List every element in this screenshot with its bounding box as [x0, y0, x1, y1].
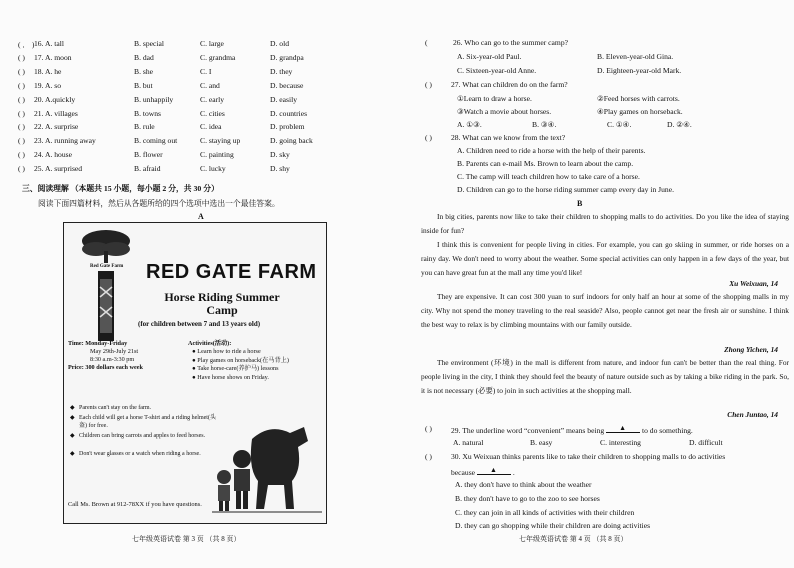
mc-option: 23. A. running away: [34, 136, 96, 146]
q27-paren: ( ): [425, 80, 432, 89]
section-instruction: 阅读下面四篇材料，然后从各题所给的四个选项中选出一个最佳答案。: [38, 199, 280, 208]
mc-option: 20. A.quickly: [34, 94, 76, 104]
q28-option-b: B. Parents can e-mail Ms. Brown to learn about the camp.: [457, 159, 634, 168]
activity-item: ● Take horse-care(养护马) lessons: [192, 365, 279, 372]
q26-stem: 26. Who can go to the summer camp?: [453, 38, 568, 47]
passage-b-para4: The environment (环境) in the mall is different from nature, and indoor fun can't be better than the real thing. For people living in the city, I think they should feel the beauty of nature outside such as by taking a bike riding in the park. So, it is not necessary (必要) to join in such activities at the shopping mall.: [421, 358, 789, 395]
poster-hours: 8:30 a.m-3:30 pm: [90, 356, 135, 363]
answer-paren: ( ): [18, 66, 25, 76]
mc-option: D. because: [270, 80, 304, 90]
signature-zhong: Zhong Yichen, 14: [724, 345, 778, 354]
mc-option: B. unhappily: [134, 94, 174, 104]
page-footer-left: 七年级英语试卷 第 3 页 （共 8 页）: [132, 535, 241, 543]
q28-stem: 28. What can we know from the text?: [451, 133, 566, 142]
mc-option: D. easily: [270, 94, 297, 104]
passage-b-para1: In big cities, parents now like to take their children to shopping malls to do activities. Do you like the idea of staying inside for fun?: [421, 212, 789, 235]
mc-option: B. afraid: [134, 164, 161, 174]
mc-option: D. shy: [270, 164, 290, 174]
right-page: [397, 0, 794, 568]
q29-option-d: D. difficult: [689, 438, 723, 447]
mc-option: B. flower: [134, 150, 163, 160]
tree-logo-icon: [78, 227, 134, 347]
q30-option-d: D. they can go shopping while their children are doing activities: [455, 521, 651, 530]
mc-option: D. going back: [270, 136, 313, 146]
poster-subtitle: Horse Riding Summer Camp: [164, 290, 280, 317]
diamond-bullet-icon: ◆: [70, 415, 75, 421]
rule-item: ◆ Children can bring carrots and apples to feed horses.: [70, 433, 206, 439]
q29-stem: 29. The underline word “convenient” means being ▲ to do something.: [451, 424, 693, 435]
mc-option: D. old: [270, 39, 289, 48]
mc-option: D. problem: [270, 122, 305, 132]
answer-paren: ( ): [18, 80, 25, 90]
summer-camp-poster: [63, 222, 327, 524]
rule-item: ◆ Parents can't stay on the farm.: [70, 405, 152, 411]
answer-paren: ( ): [18, 108, 25, 118]
mc-option: 16. A. tall: [34, 39, 64, 48]
mc-option: 17. A. moon: [34, 52, 72, 62]
q26-option-a: A. Six-year-old Paul.: [457, 52, 522, 61]
answer-paren: ( ): [18, 150, 25, 160]
answer-paren: ( ): [18, 122, 25, 132]
rule-item: ◆ Each child will get a horse T-shirt and a riding helmet(头盔) for free.: [70, 415, 216, 429]
q26-paren: (: [425, 38, 428, 47]
mc-option: B. dad: [134, 52, 154, 62]
q28-option-c: C. The camp will teach children how to take care of a horse.: [457, 172, 640, 181]
q28-paren: ( ): [425, 133, 432, 142]
q30-stem-line2: because ▲ .: [451, 466, 515, 477]
q27-option-b: B. ③④.: [532, 120, 557, 129]
q26-option-b: B. Eleven-year-old Gina.: [597, 52, 674, 61]
poster-age-note: (for children between 7 and 13 years old): [138, 320, 261, 328]
answer-paren: ( ): [18, 94, 25, 104]
q27-item-3: ③Watch a movie about horses.: [457, 107, 552, 116]
q29-option-a: A. natural: [453, 438, 484, 447]
poster-title: RED GATE FARM: [146, 261, 317, 283]
mc-option: 19. A. so: [34, 80, 62, 90]
signature-xu: Xu Weixuan, 14: [729, 279, 778, 288]
mc-option: B. she: [134, 66, 153, 76]
passage-letter-a: A: [198, 212, 204, 221]
poster-contact: Call Ms. Brown at 912-78XX if you have questions.: [68, 501, 202, 508]
q28-option-a: A. Children need to ride a horse with the help of their parents.: [457, 146, 646, 155]
q30-stem: 30. Xu Weixuan thinks parents like to take their children to shopping malls to do activities: [451, 452, 726, 461]
q30-option-a: A. they don't have to think about the weather: [455, 480, 592, 489]
answer-paren: ( ): [18, 52, 25, 62]
activity-item: ● Learn how to ride a horse: [192, 348, 261, 355]
q29-blank[interactable]: ▲: [606, 424, 640, 433]
mc-option: D. countries: [270, 108, 308, 118]
mc-option: C. idea: [200, 122, 222, 132]
mc-option: B. rule: [134, 122, 155, 132]
mc-option: C. staying up: [200, 136, 241, 146]
q27-item-2: ②Feed horses with carrots.: [597, 94, 680, 103]
q30-paren: ( ): [425, 452, 432, 461]
q30-option-b: B. they don't have to go to the zoo to see horses: [455, 494, 600, 503]
passage-b-para2: I think this is convenient for people living in cities. For example, you can go skiing in summer, or ride horses on a rainy day. We don't need to worry about the weather. Some special activities can only happen in a few days of the year, but you can have great fun at the mall any time you'd like!: [421, 240, 789, 277]
mc-option: B. but: [134, 80, 153, 90]
q29-option-b: B. easy: [530, 438, 553, 447]
mc-option: B. special: [134, 39, 164, 48]
mc-option: C. lucky: [200, 164, 226, 174]
q26-option-d: D. Eighteen-year-old Mark.: [597, 66, 682, 75]
mc-option: C. and: [200, 80, 220, 90]
poster-price: Price: 300 dollars each week: [68, 364, 143, 371]
q30-option-c: C. they can join in all kinds of activities with their children: [455, 508, 635, 517]
children-horse-illustration: [212, 419, 322, 515]
q29-option-c: C. interesting: [600, 438, 641, 447]
diamond-bullet-icon: ◆: [70, 405, 75, 411]
q29-paren: ( ): [425, 424, 432, 433]
diamond-bullet-icon: ◆: [70, 451, 75, 457]
q27-option-a: A. ①③.: [457, 120, 482, 129]
q28-option-d: D. Children can go to the horse riding summer camp every day in June.: [457, 185, 675, 194]
q26-option-c: C. Sixteen-year-old Anne.: [457, 66, 537, 75]
passage-b-para3: They are expensive. It can cost 300 yuan to surf indoors for only half an hour at some of the shopping malls in my city. Why not spend the money traveling to the real seaside? Also, people cannot get near the fresh air or sunshine. I think the best way to relax is by climbing mountains with our family outside.: [421, 292, 789, 329]
q27-option-d: D. ②④.: [667, 120, 692, 129]
mc-option: 22. A. surprise: [34, 122, 79, 132]
q27-stem: 27. What can children do on the farm?: [451, 80, 568, 89]
mc-option: 18. A. he: [34, 66, 62, 76]
mc-option: B. coming out: [134, 136, 178, 146]
poster-time: Time: Monday-Friday: [68, 340, 128, 347]
mc-option: 24. A. house: [34, 150, 72, 160]
mc-option: C. cities: [200, 108, 225, 118]
q27-item-4: ④Play games on horseback.: [597, 107, 683, 116]
section-title: 三、阅读理解 （本题共 15 小题，每小题 2 分，共 30 分）: [22, 184, 219, 193]
mc-option: C. early: [200, 94, 225, 104]
mc-option: 21. A. villages: [34, 108, 78, 118]
rule-item: ◆ Don't wear glasses or a watch when riding a horse.: [70, 451, 201, 457]
mc-option: C. large: [200, 39, 224, 48]
answer-paren: ( ． ): [18, 40, 35, 49]
activities-title: Activities(活动):: [188, 340, 232, 347]
q30-blank[interactable]: ▲: [477, 466, 511, 475]
mc-option: B. towns: [134, 108, 162, 118]
signature-chen: Chen Juntao, 14: [727, 410, 778, 419]
activity-item: ● Have horse shows on Friday.: [192, 373, 269, 381]
mc-option: 25. A. surprised: [34, 164, 83, 174]
mc-option: D. sky: [270, 150, 290, 160]
passage-letter-b: B: [577, 199, 583, 208]
mc-option: C. painting: [200, 150, 234, 160]
answer-paren: ( ): [18, 136, 25, 146]
page-footer-right: 七年级英语试卷 第 4 页 （共 8 页）: [519, 535, 628, 543]
q27-option-c: C. ①④.: [607, 120, 632, 129]
mc-option: D. they: [270, 66, 293, 76]
mc-option: C. I: [200, 66, 212, 76]
diamond-bullet-icon: ◆: [70, 433, 75, 439]
activity-item: ● Play games on horseback(在马背上): [192, 356, 289, 364]
answer-paren: ( ): [18, 164, 25, 174]
q27-item-1: ①Learn to draw a horse.: [457, 94, 532, 103]
mc-option: C. grandma: [200, 52, 236, 62]
poster-dates: May 29th-July 21st: [90, 348, 139, 355]
poster-logo-text: Red Gate Farm: [90, 264, 124, 269]
mc-option: D. grandpa: [270, 52, 304, 62]
